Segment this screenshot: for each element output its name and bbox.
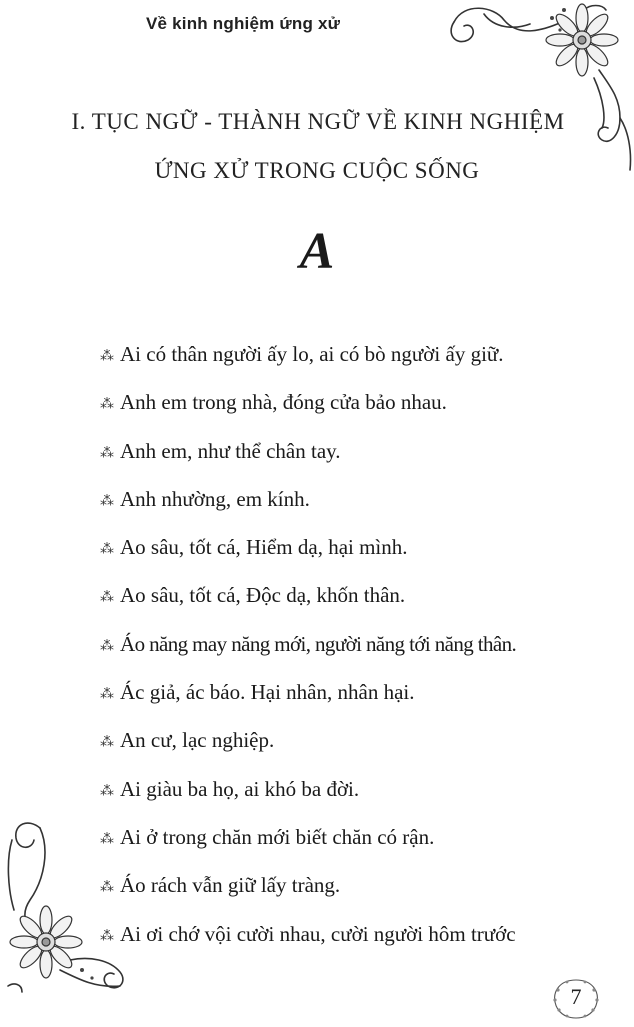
proverb-text: Ai ở trong chăn mới biết chăn có rận. — [120, 824, 435, 849]
list-item — [100, 724, 516, 772]
asterism-icon: ⁂ — [100, 783, 114, 799]
proverb-text: An cư, lạc nghiệp. — [120, 728, 275, 753]
proverb-text: Anh em, như thể chân tay. — [120, 438, 341, 463]
list-item — [100, 386, 516, 434]
list-item — [100, 483, 516, 531]
asterism-icon: ⁂ — [100, 397, 114, 413]
proverb-text: Ai có thân người ấy lo, ai có bò người ấy giữ. — [120, 342, 504, 366]
proverb-text: Ai giàu ba họ, ai khó ba đời. — [120, 776, 360, 801]
asterism-icon: ⁂ — [100, 542, 114, 558]
proverb-text: Ai ơi chớ vội cười nhau, cười người hôm trước — [120, 921, 516, 946]
proverb-text: Ao sâu, tốt cá, Độc dạ, khốn thân. — [120, 583, 406, 608]
page-number: 7 — [570, 984, 582, 1009]
asterism-icon: ⁂ — [100, 928, 114, 944]
section-title-line-2: ỨNG XỬ TRONG CUỘC SỐNG — [154, 158, 480, 183]
proverb-text: Ác giả, ác báo. Hại nhân, nhân hại. — [120, 680, 415, 705]
list-item — [100, 628, 516, 676]
list-item — [100, 338, 516, 386]
section-letter: A — [299, 223, 335, 280]
list-item — [100, 435, 516, 483]
proverb-text: Áo rách vẫn giữ lấy tràng. — [120, 873, 341, 898]
running-header: Về kinh nghiệm ứng xử — [146, 14, 341, 33]
asterism-icon: ⁂ — [100, 638, 114, 654]
asterism-icon: ⁂ — [100, 493, 114, 509]
section-title-line-1: I. TỤC NGỮ - THÀNH NGỮ VỀ KINH NGHIỆM — [71, 109, 565, 134]
list-item — [100, 579, 516, 627]
floral-flourish-icon — [0, 810, 170, 1000]
asterism-icon: ⁂ — [100, 735, 114, 751]
list-item — [100, 531, 516, 579]
asterism-icon: ⁂ — [100, 349, 114, 364]
floral-flourish-icon — [434, 0, 634, 175]
asterism-icon: ⁂ — [100, 880, 114, 896]
asterism-icon: ⁂ — [100, 445, 114, 461]
list-item — [100, 676, 516, 724]
proverb-text: Anh nhường, em kính. — [120, 486, 310, 511]
proverb-text: Ao sâu, tốt cá, Hiểm dạ, hại mình. — [120, 535, 408, 560]
proverb-text: Anh em trong nhà, đóng cửa bảo nhau. — [120, 390, 447, 415]
proverb-text: Áo năng may năng mới, người năng tới năng thân. — [120, 631, 517, 656]
asterism-icon: ⁂ — [100, 687, 114, 703]
asterism-icon: ⁂ — [100, 831, 114, 847]
page-number-frame — [549, 976, 603, 1022]
asterism-icon: ⁂ — [100, 590, 114, 606]
